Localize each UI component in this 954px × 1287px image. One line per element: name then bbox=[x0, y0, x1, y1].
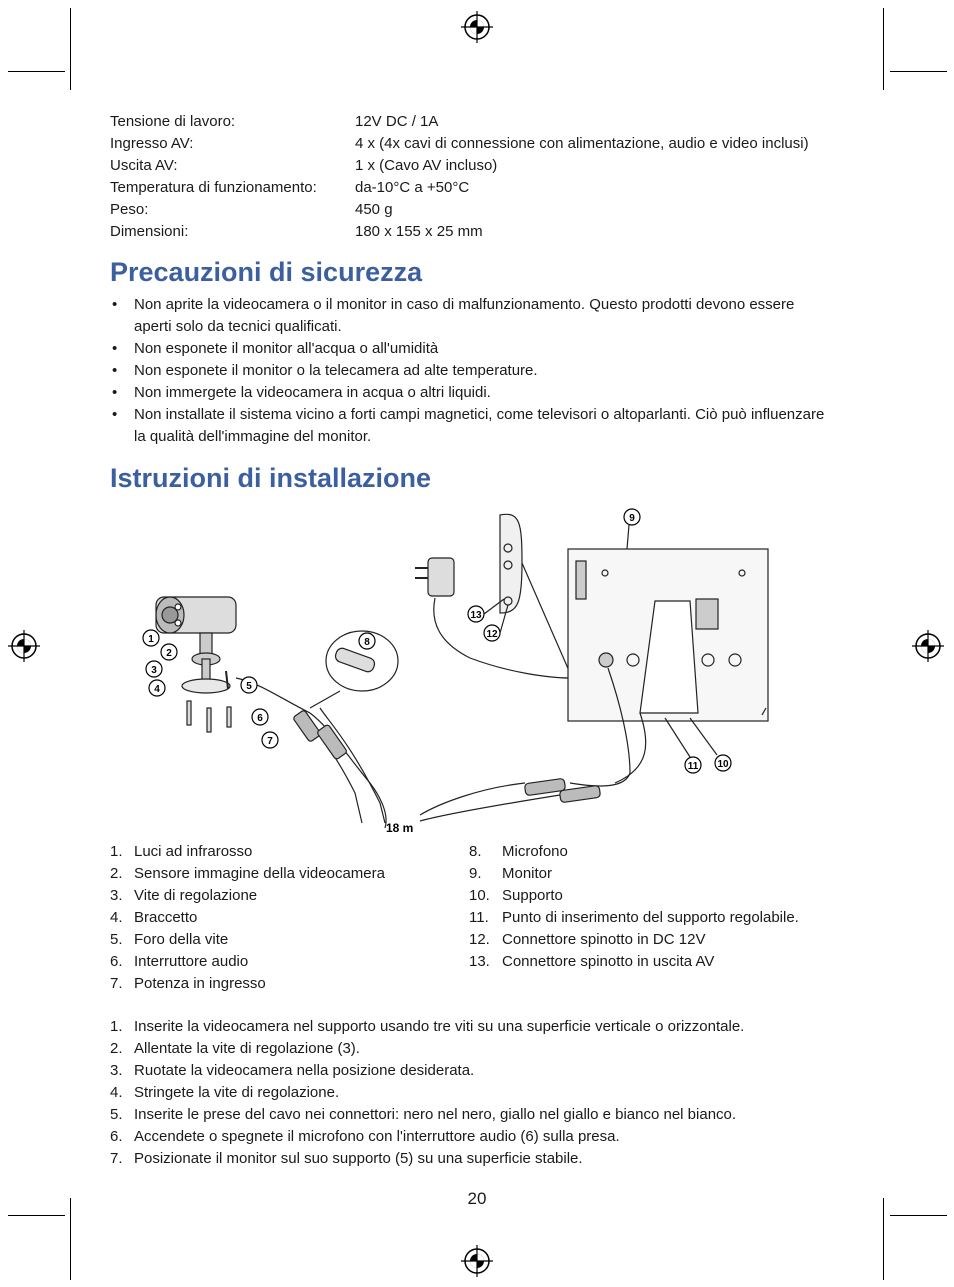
cable-length-label: 18 m bbox=[386, 821, 414, 835]
spec-label: Temperatura di funzionamento: bbox=[110, 179, 317, 196]
crop-mark bbox=[70, 1198, 71, 1280]
item-text: Microfono bbox=[502, 843, 568, 860]
item-text: Supporto bbox=[502, 887, 563, 904]
list-item bbox=[110, 1060, 744, 1082]
item-text: Braccetto bbox=[134, 909, 198, 926]
spec-label: Dimensioni: bbox=[110, 223, 189, 240]
item-number: 13. bbox=[469, 953, 490, 970]
callout-label: 3 bbox=[151, 665, 157, 676]
step-number: 3. bbox=[110, 1062, 123, 1079]
callout-label: 5 bbox=[246, 681, 252, 692]
callout-label: 9 bbox=[629, 513, 635, 524]
list-item bbox=[110, 929, 385, 951]
list-item: • Non immergete la videocamera in acqua o altri liquidi. bbox=[110, 382, 830, 404]
item-text: Connettore spinotto in DC 12V bbox=[502, 931, 706, 948]
list-item: • Non esponete il monitor all'acqua o all'umidità bbox=[110, 338, 830, 360]
spec-value: 450 g bbox=[355, 201, 393, 218]
step-number: 5. bbox=[110, 1106, 123, 1123]
step-text: Accendete o spegnete il microfono con l'interruttore audio (6) sulla presa. bbox=[134, 1128, 620, 1145]
registration-mark-icon bbox=[912, 630, 944, 662]
spec-value: 1 x (Cavo AV incluso) bbox=[355, 157, 498, 174]
callout-label: 11 bbox=[687, 761, 699, 772]
spec-row bbox=[110, 155, 809, 177]
list-item bbox=[110, 1082, 744, 1104]
spec-row bbox=[110, 177, 809, 199]
item-number: 2. bbox=[110, 865, 123, 882]
list-item bbox=[110, 841, 385, 863]
item-text: Interruttore audio bbox=[134, 953, 249, 970]
callout-label: 2 bbox=[166, 648, 172, 659]
registration-mark-icon bbox=[8, 630, 40, 662]
safety-heading: Precauzioni di sicurezza bbox=[110, 257, 423, 287]
list-item: • Non installate il sistema vicino a forti campi magnetici, come televisori o altoparlanti. Ciò può influenzare la qualità dell'immagine del monitor. bbox=[110, 404, 830, 448]
callout-label: 8 bbox=[364, 637, 370, 648]
spec-label: Uscita AV: bbox=[110, 157, 178, 174]
item-number: 6. bbox=[110, 953, 123, 970]
item-text: Vite di regolazione bbox=[134, 887, 258, 904]
callout-label: 4 bbox=[154, 684, 160, 695]
spec-row bbox=[110, 199, 809, 221]
crop-mark bbox=[890, 71, 947, 72]
spec-value: 12V DC / 1A bbox=[355, 113, 439, 130]
step-text: Stringete la vite di regolazione. bbox=[134, 1084, 340, 1101]
list-item: • Non aprite la videocamera o il monitor in caso di malfunzionamento. Questo prodotti devono essere aperti solo da tecnici qualificati. bbox=[110, 294, 830, 338]
step-number: 2. bbox=[110, 1040, 123, 1057]
item-number: 1. bbox=[110, 843, 123, 860]
item-number: 4. bbox=[110, 909, 123, 926]
installation-diagram bbox=[130, 503, 780, 838]
item-number: 10. bbox=[469, 887, 490, 904]
step-number: 7. bbox=[110, 1150, 123, 1167]
spec-label: Tensione di lavoro: bbox=[110, 113, 236, 130]
step-number: 4. bbox=[110, 1084, 123, 1101]
spec-label: Ingresso AV: bbox=[110, 135, 194, 152]
list-item: • Non esponete il monitor o la telecamera ad alte temperature. bbox=[110, 360, 830, 382]
crop-mark bbox=[883, 1198, 884, 1280]
step-text: Inserite le prese del cavo nei connettori: nero nel nero, giallo nel giallo e bianco nel bianco. bbox=[134, 1106, 737, 1123]
step-number: 1. bbox=[110, 1018, 123, 1035]
item-number: 11. bbox=[469, 909, 489, 926]
list-item bbox=[110, 863, 385, 885]
list-item bbox=[469, 951, 799, 973]
item-number: 8. bbox=[469, 843, 482, 860]
list-item bbox=[469, 929, 799, 951]
callout-label: 7 bbox=[267, 736, 273, 747]
spec-label: Peso: bbox=[110, 201, 149, 218]
item-number: 3. bbox=[110, 887, 123, 904]
list-item bbox=[110, 1126, 744, 1148]
callout-label: 6 bbox=[257, 713, 263, 724]
list-item bbox=[469, 907, 799, 929]
item-text: Punto di inserimento del supporto regolabile. bbox=[502, 909, 799, 926]
registration-mark-icon bbox=[461, 1245, 493, 1277]
list-item bbox=[469, 885, 799, 907]
list-item bbox=[110, 1016, 744, 1038]
spec-value: da-10°C a +50°C bbox=[355, 179, 470, 196]
list-item bbox=[110, 951, 385, 973]
crop-mark bbox=[8, 71, 65, 72]
crop-mark bbox=[890, 1215, 947, 1216]
install-heading: Istruzioni di installazione bbox=[110, 463, 432, 493]
item-text: Luci ad infrarosso bbox=[134, 843, 253, 860]
item-number: 7. bbox=[110, 975, 123, 992]
list-item bbox=[110, 907, 385, 929]
list-item bbox=[110, 1104, 744, 1126]
install-steps bbox=[110, 1016, 744, 1170]
list-item bbox=[110, 885, 385, 907]
step-text: Inserite la videocamera nel supporto usando tre viti su una superficie verticale o orizzontale. bbox=[134, 1018, 745, 1035]
list-item bbox=[110, 973, 385, 995]
callout-label: 1 bbox=[148, 634, 154, 645]
item-text: Monitor bbox=[502, 865, 553, 882]
item-number: 12. bbox=[469, 931, 490, 948]
list-item bbox=[110, 1148, 744, 1170]
registration-mark-icon bbox=[461, 11, 493, 43]
item-text: Sensore immagine della videocamera bbox=[134, 865, 385, 882]
spec-row bbox=[110, 111, 809, 133]
page-number: 20 bbox=[467, 1189, 487, 1208]
safety-list bbox=[110, 294, 830, 448]
parts-list-right bbox=[469, 841, 799, 973]
step-text: Ruotate la videocamera nella posizione desiderata. bbox=[134, 1062, 475, 1079]
parts-list-left bbox=[110, 841, 385, 995]
item-text: Potenza in ingresso bbox=[134, 975, 266, 992]
list-item bbox=[110, 1038, 744, 1060]
item-text: Foro della vite bbox=[134, 931, 229, 948]
spec-value: 4 x (4x cavi di connessione con alimentazione, audio e video inclusi) bbox=[355, 135, 809, 152]
spec-value: 180 x 155 x 25 mm bbox=[355, 223, 483, 240]
crop-mark bbox=[70, 8, 71, 90]
item-text: Connettore spinotto in uscita AV bbox=[502, 953, 715, 970]
crop-mark bbox=[883, 8, 884, 90]
spec-table bbox=[110, 111, 809, 243]
item-number: 9. bbox=[469, 865, 482, 882]
spec-row bbox=[110, 221, 809, 243]
callout-label: 12 bbox=[486, 629, 498, 640]
camera-illustration bbox=[156, 597, 236, 732]
callout-label: 10 bbox=[717, 759, 729, 770]
item-number: 5. bbox=[110, 931, 123, 948]
step-number: 6. bbox=[110, 1128, 123, 1145]
callout-label: 13 bbox=[470, 610, 482, 621]
list-item bbox=[469, 863, 799, 885]
list-item bbox=[469, 841, 799, 863]
crop-mark bbox=[8, 1215, 65, 1216]
step-text: Posizionate il monitor sul suo supporto (5) su una superficie stabile. bbox=[134, 1150, 583, 1167]
spec-row bbox=[110, 133, 809, 155]
step-text: Allentate la vite di regolazione (3). bbox=[134, 1040, 360, 1057]
